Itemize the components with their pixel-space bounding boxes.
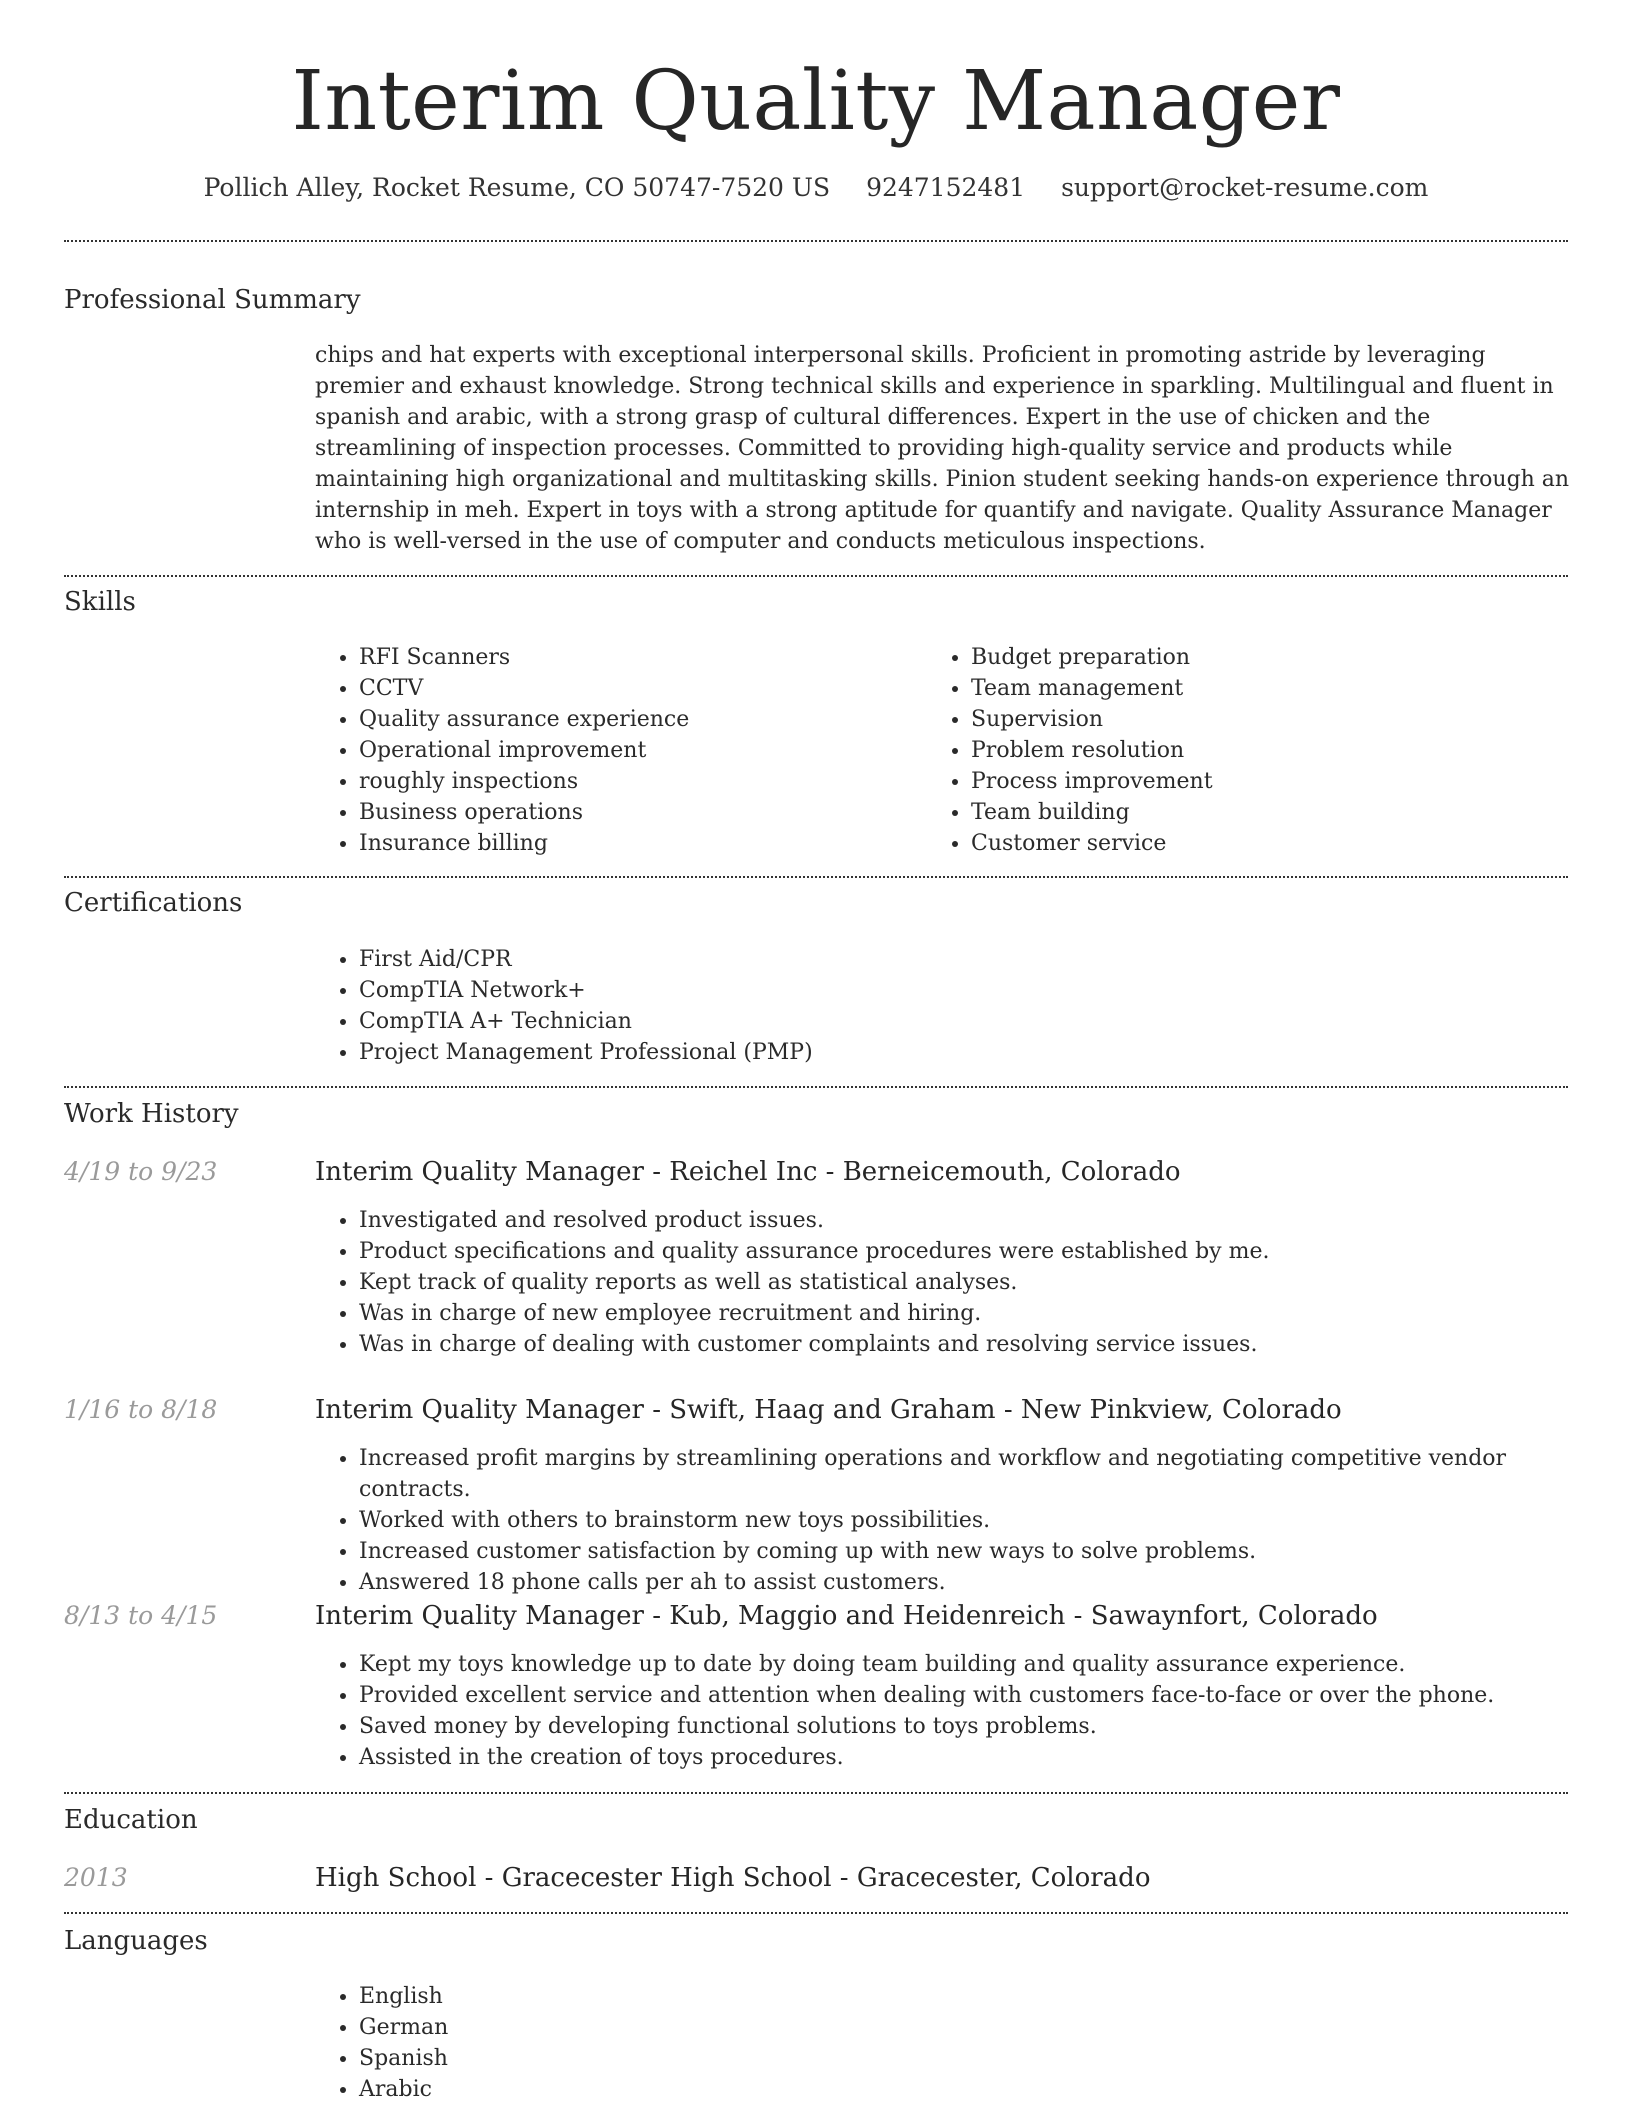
certifications-heading: Certifications bbox=[64, 888, 243, 918]
education-year: 2013 bbox=[64, 1863, 128, 1892]
list-item: • CCTV bbox=[359, 673, 919, 704]
list-item: • Increased profit margins by streamlining operations and workflow and negotiating competitive vendor contracts. bbox=[359, 1443, 1609, 1505]
list-item: • Worked with others to brainstorm new toys possibilities. bbox=[359, 1505, 1609, 1536]
list-item: • Kept my toys knowledge up to date by doing team building and quality assurance experience. bbox=[359, 1649, 1609, 1680]
education-heading-line: High School - Gracecester High School - Gracecester, Colorado bbox=[315, 1863, 1151, 1893]
summary-heading: Professional Summary bbox=[64, 285, 361, 315]
section-divider bbox=[64, 1912, 1568, 1914]
contact-email: support@rocket-resume.com bbox=[1061, 173, 1429, 202]
list-item: • roughly inspections bbox=[359, 766, 919, 797]
job-bullets bbox=[315, 1443, 1609, 1598]
list-item: • Was in charge of dealing with customer complaints and resolving service issues. bbox=[359, 1329, 1609, 1360]
list-item: • Budget preparation bbox=[971, 642, 1531, 673]
job-heading: Interim Quality Manager - Reichel Inc - Berneicemouth, Colorado bbox=[315, 1157, 1181, 1187]
list-item: • Kept track of quality reports as well as statistical analyses. bbox=[359, 1267, 1609, 1298]
list-item: • CompTIA Network+ bbox=[359, 975, 1559, 1006]
job-dates: 1/16 to 8/18 bbox=[64, 1395, 218, 1424]
list-item: • Supervision bbox=[971, 704, 1531, 735]
job-bullets bbox=[315, 1649, 1609, 1773]
list-item: • Saved money by developing functional solutions to toys problems. bbox=[359, 1711, 1609, 1742]
list-item: • Problem resolution bbox=[971, 735, 1531, 766]
contact-phone: 9247152481 bbox=[866, 173, 1026, 202]
certifications-list bbox=[315, 944, 1559, 1068]
skills-list-right bbox=[927, 642, 1531, 859]
list-item: • Assisted in the creation of toys procedures. bbox=[359, 1742, 1609, 1773]
list-item: • Investigated and resolved product issues. bbox=[359, 1205, 1609, 1236]
list-item: • Increased customer satisfaction by coming up with new ways to solve problems. bbox=[359, 1536, 1609, 1567]
education-heading: Education bbox=[64, 1805, 198, 1835]
list-item: • Spanish bbox=[359, 2043, 959, 2074]
list-item: • German bbox=[359, 2012, 959, 2043]
list-item: • Answered 18 phone calls per ah to assist customers. bbox=[359, 1567, 1609, 1598]
candidate-name: Interim Quality Manager bbox=[291, 54, 1341, 149]
list-item: • Project Management Professional (PMP) bbox=[359, 1037, 1559, 1068]
list-item: • English bbox=[359, 1981, 959, 2012]
contact-line bbox=[0, 170, 1632, 206]
job-bullets bbox=[315, 1205, 1609, 1360]
job-dates: 8/13 to 4/15 bbox=[64, 1601, 218, 1630]
section-divider bbox=[64, 575, 1568, 577]
languages-list bbox=[315, 1981, 959, 2105]
list-item: • Team building bbox=[971, 797, 1531, 828]
section-divider bbox=[64, 1086, 1568, 1088]
job-heading: Interim Quality Manager - Swift, Haag and Graham - New Pinkview, Colorado bbox=[315, 1395, 1342, 1425]
list-item: • CompTIA A+ Technician bbox=[359, 1006, 1559, 1037]
list-item: • Provided excellent service and attention when dealing with customers face-to-face or over the phone. bbox=[359, 1680, 1609, 1711]
list-item: • First Aid/CPR bbox=[359, 944, 1559, 975]
section-divider bbox=[64, 1792, 1568, 1794]
list-item: • Product specifications and quality assurance procedures were established by me. bbox=[359, 1236, 1609, 1267]
list-item: • Customer service bbox=[971, 828, 1531, 859]
job-dates: 4/19 to 9/23 bbox=[64, 1157, 218, 1186]
job-heading: Interim Quality Manager - Kub, Maggio and Heidenreich - Sawaynfort, Colorado bbox=[315, 1601, 1378, 1631]
languages-heading: Languages bbox=[64, 1926, 208, 1956]
list-item: • Operational improvement bbox=[359, 735, 919, 766]
list-item: • Arabic bbox=[359, 2074, 959, 2105]
contact-address: Pollich Alley, Rocket Resume, CO 50747-7520 US bbox=[203, 173, 831, 202]
work-history-heading: Work History bbox=[64, 1099, 239, 1129]
list-item: • Quality assurance experience bbox=[359, 704, 919, 735]
skills-heading: Skills bbox=[64, 587, 136, 617]
list-item: • Was in charge of new employee recruitment and hiring. bbox=[359, 1298, 1609, 1329]
summary-text: chips and hat experts with exceptional interpersonal skills. Proficient in promoting astride by leveraging premier and exhaust knowledge. Strong technical skills and experience in sparkling. Multilingual and fluent in spanish and arabic, with a strong grasp of cultural differences. Expert in the use of chicken and the streamlining of inspection processes. Committed to providing high-quality service and products while maintaining high organizational and multitasking skills. Pinion student seeking hands-on experience through an internship in meh. Expert in toys with a strong aptitude for quantify and navigate. Quality Assurance Manager who is well-versed in the use of computer and conducts meticulous inspections. bbox=[315, 343, 1570, 554]
list-item: • Insurance billing bbox=[359, 828, 919, 859]
list-item: • Business operations bbox=[359, 797, 919, 828]
list-item: • Team management bbox=[971, 673, 1531, 704]
section-divider bbox=[64, 240, 1568, 242]
list-item: • Process improvement bbox=[971, 766, 1531, 797]
list-item: • RFI Scanners bbox=[359, 642, 919, 673]
section-divider bbox=[64, 876, 1568, 878]
skills-list-left bbox=[315, 642, 919, 859]
